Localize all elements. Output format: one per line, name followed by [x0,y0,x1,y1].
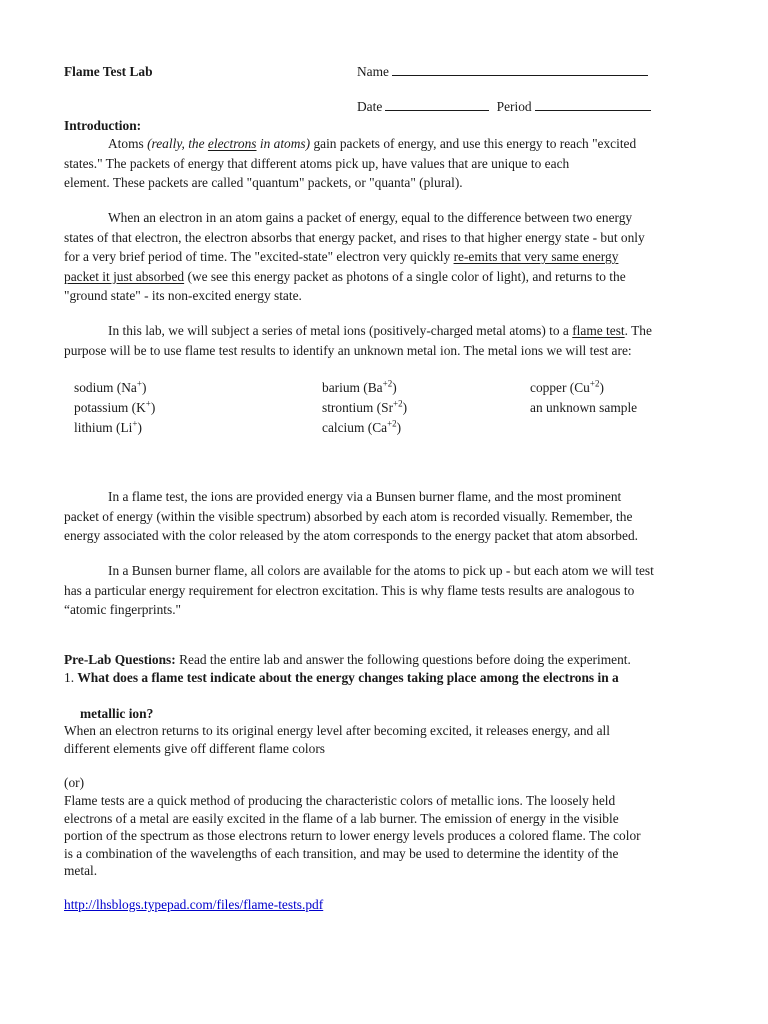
prelab-intro: Pre-Lab Questions: Read the entire lab and answer the following questions before doing the experiment. [64,652,631,667]
ion-calcium: calcium $(Ca^{+2})$ [322,418,402,435]
intro-paragraph-1: Atoms (really, the electrons in atoms) gain packets of energy, and use this energy to reach "excited states." The packets of energy that different atoms pick up, have values that are unique to each element. These packets are called "quantum" packets, or "quanta" (plural). [64,136,637,190]
question-1: 1. What does a flame test indicate about the energy changes taking place among the electrons in a [64,670,619,685]
name-label: Name [357,64,389,79]
prelab-heading: Pre-Lab Questions: [64,652,176,667]
ion-strontium: strontium $(Sr^{+2})$ [322,398,408,415]
answer-2: Flame tests are a quick method of producing the characteristic colors of metallic ions. The loosely held electrons of a metal are easily excited in the flame of a lab burner. The emission of energy in the visible portion of the spectrum as those electrons return to lower energy levels produces a colored flame. The color is a combination of the wavelengths of each transition, and may be used to determine the identity of the metal. [64,793,641,878]
date-label: Date [357,99,383,114]
name-field[interactable] [357,64,648,80]
body-paragraph-2: In a Bunsen burner flame, all colors are available for the atoms to pick up - but each atom we will test has a particular energy requirement for electron excitation. This is why flame tests results are analogous to “atomic fingerprints." [64,563,654,617]
ion-column-1 [74,378,155,438]
ion-unknown: an unknown sample [530,400,638,415]
period-blank[interactable] [535,109,651,111]
or-label: (or) [64,775,85,790]
body-paragraph-1: In a flame test, the ions are provided energy via a Bunsen burner flame, and the most prominent packet of energy (within the visible spectrum) absorbed by each atom is recorded visually. Remember, the energy associated with the color released by the atom corresponds to the energy packet that atom absorbed. [64,489,638,543]
ion-barium: barium $(Ba^{+2})$ [322,378,397,395]
date-blank[interactable] [385,109,489,111]
ion-lithium: lithium (Li+) [74,418,142,435]
period-label: Period [496,99,532,114]
name-blank[interactable] [392,74,648,76]
answer-1: When an electron returns to its original energy level after becoming excited, it releases energy, and all different elements give off different flame colors [64,723,610,756]
reference-link-container [64,897,323,913]
ion-column-2 [322,378,407,438]
intro-paragraph-3: In this lab, we will subject a series of metal ions (positively-charged metal atoms) to a flame test. The purpose will be to use flame test results to identify an unknown metal ion. The metal ions we will test are: [64,323,652,358]
lab-title: Flame Test Lab [64,64,153,79]
ion-column-3 [530,378,637,418]
date-period-row [357,99,651,115]
intro-paragraph-2: When an electron in an atom gains a packet of energy, equal to the difference between two energy states of that electron, the electron absorbs that energy packet, and rises to that higher energy state - but only for a very brief period of time. The "excited-state" electron very quickly re-emits that very same energy packet it just absorbed (we see this energy packet as photons of a single color of light), and returns to the "ground state" - its non-excited energy state. [64,210,645,303]
ion-potassium: potassium (K+) [74,398,156,415]
reference-link[interactable]: http://lhsblogs.typepad.com/files/flame-tests.pdf [64,897,324,912]
ion-copper: copper $(Cu^{+2})$ [530,378,604,395]
intro-heading: Introduction: [64,118,142,133]
question-1-cont: metallic ion? [80,706,154,721]
ion-sodium: sodium (Na+) [74,378,147,395]
